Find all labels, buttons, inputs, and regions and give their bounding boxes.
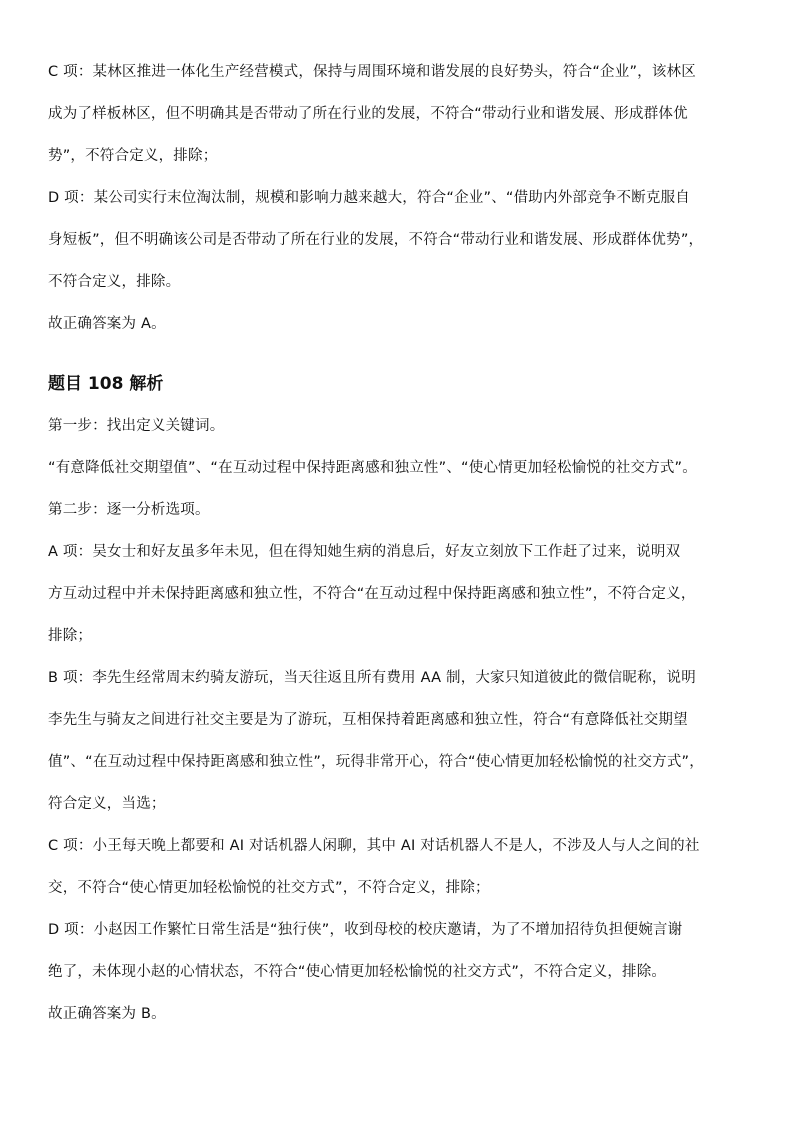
- text-line: 交，不符合“使心情更加轻松愉悦的社交方式”，不符合定义，排除；: [48, 880, 490, 896]
- text-line: 身短板”，但不明确该公司是否带动了所在行业的发展，不符合“带动行业和谐发展、形成群体优势”，: [48, 232, 704, 248]
- text-line: 第一步：找出定义关键词。: [48, 418, 225, 434]
- text-line: 第二步：逐一分析选项。: [48, 502, 210, 518]
- text-line: 李先生与骑友之间进行社交主要是为了游玩，互相保持着距离感和独立性，符合“有意降低社交期望: [48, 712, 688, 728]
- text-line: D 项：小赵因工作繁忙日常生活是“独行侠”，收到母校的校庆邀请，为了不增加招待负担便婉言谢: [48, 922, 683, 938]
- text-line: 绝了，未体现小赵的心情状态，不符合“使心情更加轻松愉悦的社交方式”，不符合定义，排除。: [48, 964, 667, 980]
- text-line: 排除；: [48, 628, 93, 644]
- section-title: 题目 108 解析: [48, 374, 164, 394]
- text-line: D 项：某公司实行末位淘汰制，规模和影响力越来越大，符合“企业”、“借助内外部竞争不断克服自: [48, 190, 691, 206]
- text-line: C 项：某林区推进一体化生产经营模式，保持与周围环境和谐发展的良好势头，符合“企业”，该林区: [48, 64, 696, 80]
- text-line: 值”、“在互动过程中保持距离感和独立性”，玩得非常开心，符合“使心情更加轻松愉悦的社交方式”，: [48, 754, 704, 770]
- text-line: “有意降低社交期望值”、“在互动过程中保持距离感和独立性”、“使心情更加轻松愉悦的社交方式”。: [48, 460, 697, 476]
- text-line: 成为了样板林区，但不明确其是否带动了所在行业的发展，不符合“带动行业和谐发展、形成群体优: [48, 106, 688, 122]
- text-line: C 项：小王每天晚上都要和 AI 对话机器人闲聊，其中 AI 对话机器人不是人，不涉及人与人之间的社: [48, 838, 700, 854]
- text-line: 符合定义，当选；: [48, 796, 166, 812]
- text-line: A 项：吴女士和好友虽多年未见，但在得知她生病的消息后，好友立刻放下工作赶了过来，说明双: [48, 544, 681, 560]
- text-line: 势”，不符合定义，排除；: [48, 148, 218, 164]
- text-line: 方互动过程中并未保持距离感和独立性，不符合“在互动过程中保持距离感和独立性”，不符合定义，: [48, 586, 696, 602]
- text-line: B 项：李先生经常周末约骑友游玩，当天往返且所有费用 AA 制，大家只知道彼此的微信昵称，说明: [48, 670, 696, 686]
- answer-line: 故正确答案为 A。: [48, 316, 166, 332]
- answer-line: 故正确答案为 B。: [48, 1006, 166, 1022]
- text-line: 不符合定义，排除。: [48, 274, 181, 290]
